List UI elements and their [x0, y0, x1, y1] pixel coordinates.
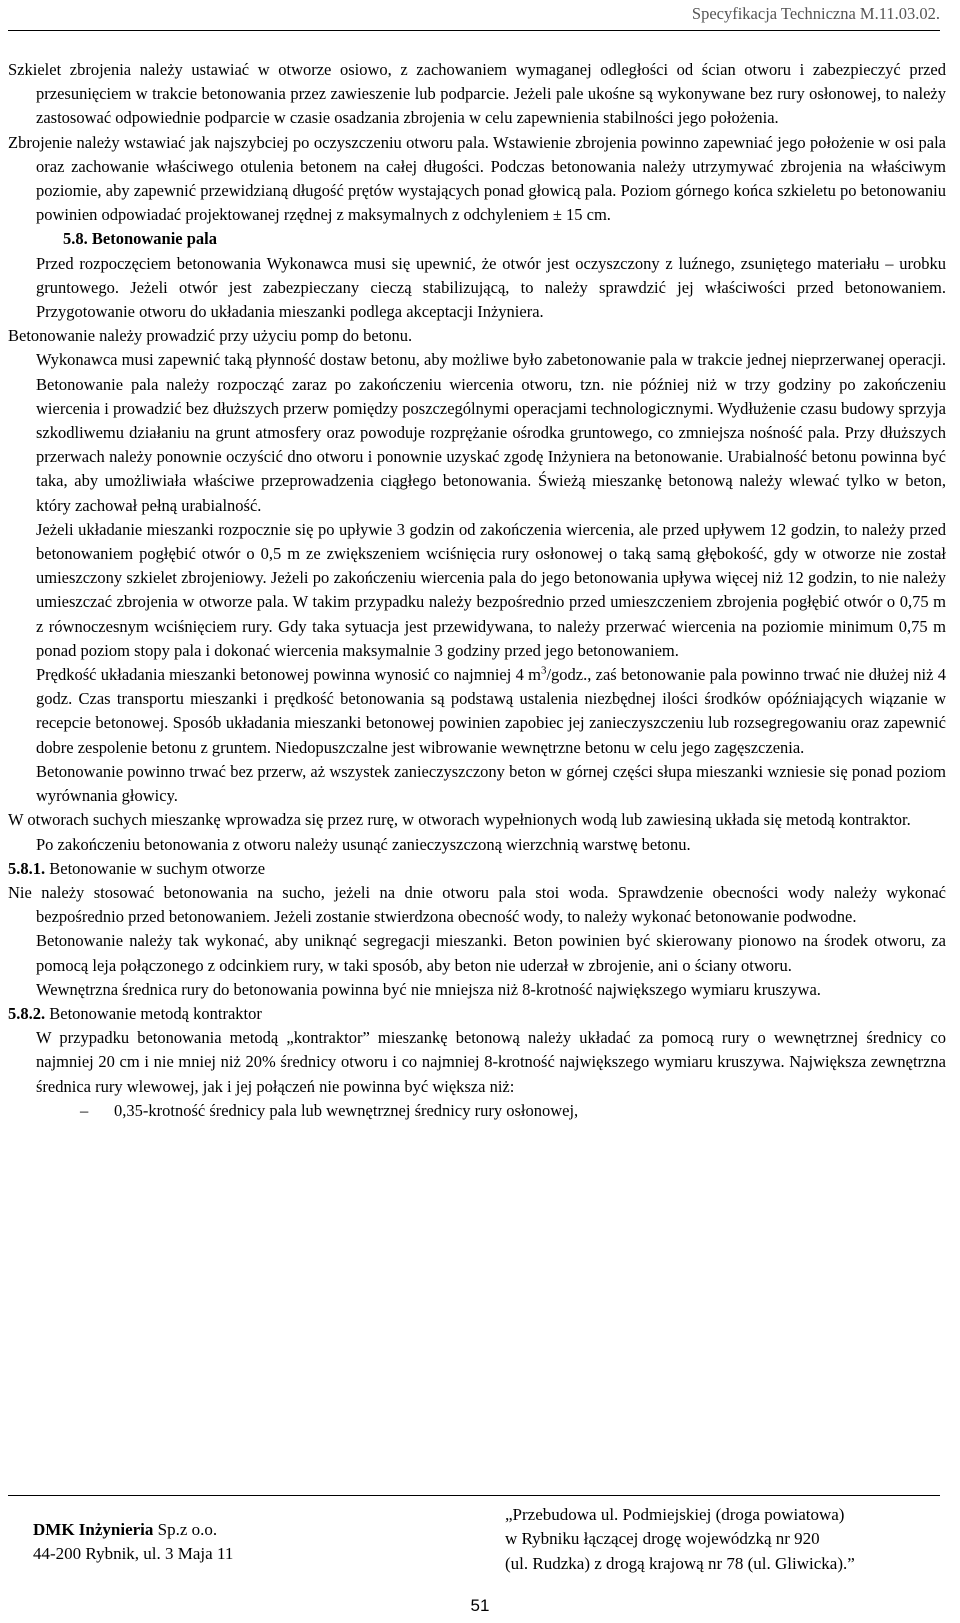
paragraph: Wykonawca musi zapewnić taką płynność dostaw betonu, aby możliwe było zabetonowanie pala w trakcie jednej nieprzerwanej operacji. Betonowanie pala należy rozpocząć zaraz po zakończeniu wiercenia otworu, tzn. nie później niż w trzy godziny po zakończeniu wiercenia i prowadzić bez dłuższych przerw pomiędzy poszczególnymi operacjami technologicznymi. Wydłużenie czasu budowy sprzyja szkodliwemu działaniu na grunt atmosfery oraz powoduje rozprężanie ośrodka gruntowego, co zmniejsza nośność pala. Przy dłuższych przerwach należy ponownie oczyścić dno otworu i ponownie uzyskać zgodę Inżyniera na betonowanie. Urabialność betonu powinna być taka, aby umożliwiała właściwe przeprowadzenia ciągłego betonowania. Świeżą mieszankę betonową należy wlewać tylko w beton, który zachował pełną urabialność. — [36, 350, 946, 515]
project-line: „Przebudowa ul. Podmiejskiej (droga powiatowa) — [505, 1505, 845, 1524]
header-rule — [8, 30, 940, 31]
footer-company — [33, 1518, 233, 1566]
section-heading-5-8 — [8, 227, 946, 251]
paragraph-speed — [8, 663, 946, 760]
section-title: Betonowanie pala — [91, 229, 218, 249]
paragraph: Betonowanie należy tak wykonać, aby uniknąć segregacji mieszanki. Beton powinien być skierowany pionowo na środek otworu, za pomocą leja połączonego z odcinkiem rury, w taki sposób, aby beton nie uderzał w zbrojenie, ani o ściany otworu. — [36, 931, 946, 975]
section-title: Betonowanie w suchym otworze — [49, 858, 266, 878]
company-suffix: Sp.z o.o. — [153, 1520, 218, 1539]
running-header: Specyfikacja Techniczna M.11.03.02. — [691, 4, 940, 23]
paragraph: Przed rozpoczęciem betonowania Wykonawca musi się upewnić, że otwór jest oczyszczony z luźnego, zsuniętego materiału – urobku gruntowego. Jeżeli otwór jest zabezpieczany cieczą stabilizującą, to należy sprawdzić jej właściwości przed betonowaniem. Przygotowanie otworu do układania mieszanki podlega akceptacji Inżyniera. — [36, 253, 946, 322]
paragraph: Zbrojenie należy wstawiać jak najszybciej po oczyszczeniu otworu pala. Wstawienie zbrojenia powinno zapewniać jego położenie w osi pala oraz zachowanie właściwego otulenia betonem na całej długości. Podczas betonowania należy utrzymywać zbrojenia na właściwym poziomie, aby zapewnić przewidzianą długość prętów wystających ponad głowicą pala. Poziom górnego końca szkieletu po betonowaniu powinien odpowiadać projektowanej rzędnej z maksymalnych z odchyleniem ± 15 cm. — [8, 132, 946, 225]
section-number: 5.8.1. — [8, 858, 46, 878]
superscript: 3 — [540, 664, 547, 677]
list-dash: – — [80, 1100, 89, 1120]
section-number: 5.8. — [63, 229, 88, 249]
section-heading-5-8-1 — [8, 857, 946, 881]
company-address: 44-200 Rybnik, ul. 3 Maja 11 — [33, 1544, 234, 1563]
paragraph: Nie należy stosować betonowania na sucho, jeżeli na dnie otworu pala stoi woda. Sprawdzenie obecności wody należy wykonać bezpośrednio przed betonowaniem. Jeżeli zostanie stwierdzona obecność wody, to należy wykonać betonowanie podwodne. — [8, 882, 946, 927]
project-line: (ul. Rudzka) z drogą krajową nr 78 (ul. Gliwicka).” — [505, 1553, 855, 1573]
speed-text-end: /godz., zaś betonowanie pala powinno trwać nie dłużej niż 4 godz. Czas transportu mieszanki i prędkość betonowania są podstawą ustalenia niezbędnej ilości środków opóźniających wiązanie w recepcie betonowej. Sposób układania mieszanki betonowej powinien zapobiec jej zanieczyszczeniu lub rozsegregowaniu oraz zapewnić dobre zespolenie betonu z gruntem. Niedopuszczalne jest wibrowanie wewnętrzne betonu w celu jego zagęszczenia. — [36, 665, 946, 757]
paragraph: W przypadku betonowania metodą „kontraktor” mieszankę betonową należy układać za pomocą rury o wewnętrznej średnicy co najmniej 20 cm i nie mniej niż 20% średnicy otworu i co najmniej 8-krotność największego wymiaru kruszywa. Największa zewnętrzna średnica rury wlewowej, jak i jej połączeń nie powinna być większa niż: — [36, 1028, 946, 1096]
speed-text-start: Prędkość układania mieszanki betonowej powinna wynosić co najmniej 4 m — [36, 665, 541, 685]
list-item-text: 0,35-krotność średnicy pala lub wewnętrznej średnicy rury osłonowej, — [114, 1100, 579, 1120]
footer-rule — [8, 1495, 940, 1496]
paragraph: Wewnętrzna średnica rury do betonowania powinna być nie mniejsza niż 8-krotność największego wymiaru kruszywa. — [36, 979, 821, 999]
project-line: w Rybniku łączącej drogę wojewódzką nr 920 — [505, 1529, 820, 1549]
paragraph: W otworach suchych mieszankę wprowadza się przez rurę, w otworach wypełnionych wodą lub zawiesiną układa się metodą kontraktor. — [8, 810, 911, 830]
list-item — [8, 1099, 946, 1123]
footer-project — [505, 1503, 855, 1576]
company-name: DMK Inżynieria — [33, 1520, 154, 1539]
paragraph: Szkielet zbrojenia należy ustawiać w otworze osiowo, z zachowaniem wymaganej odległości od ścian otworu i zabezpieczyć przed przesunięciem w trakcie betonowania przez zawieszenie lub podparcie. Jeżeli pale ukośne są wykonywane bez rury osłonowej, to należy zastosować odpowiednie podparcie w czasie osadzania zbrojenia w celu zapewnienia stabilności jego położenia. — [8, 60, 946, 128]
section-number: 5.8.2. — [8, 1003, 46, 1023]
page-body — [8, 58, 946, 1123]
section-heading-5-8-2 — [8, 1002, 946, 1026]
paragraph: Betonowanie należy prowadzić przy użyciu pomp do betonu. — [8, 326, 413, 346]
page-number: 51 — [470, 1596, 490, 1615]
section-title: Betonowanie metodą kontraktor — [49, 1003, 262, 1023]
paragraph: Po zakończeniu betonowania z otworu należy usunąć zanieczyszczoną wierzchnią warstwę betonu. — [36, 834, 691, 854]
paragraph: Jeżeli układanie mieszanki rozpocznie się po upływie 3 godzin od zakończenia wiercenia, ale przed upływem 12 godzin, to należy przed betonowaniem pogłębić otwór o 0,5 m ze zwiększeniem wciśnięcia rury osłonowej o taką samą głębokość, gdy w otworze nie został umieszczony szkielet zbrojeniowy. Jeżeli po zakończeniu wiercenia pala do jego betonowania upływa więcej niż 12 godzin, to nie należy umieszczać zbrojenia w otworze pala. W takim przypadku należy bezpośrednio przed umieszczeniem zbrojenia pogłębić otwór o 0,75 m z równoczesnym wciśnięciem rury. Gdy taka sytuacja jest przewidywana, to należy przerwać wiercenia na poziomie minimum 0,75 m ponad poziom stopy pala i dokonać wiercenia maksymalnie 3 godziny przed jego betonowaniem. — [36, 519, 946, 660]
paragraph: Betonowanie powinno trwać bez przerw, aż wszystek zanieczyszczony beton w górnej części słupa mieszanki wzniesie się ponad poziom wyrównania głowicy. — [36, 761, 946, 806]
